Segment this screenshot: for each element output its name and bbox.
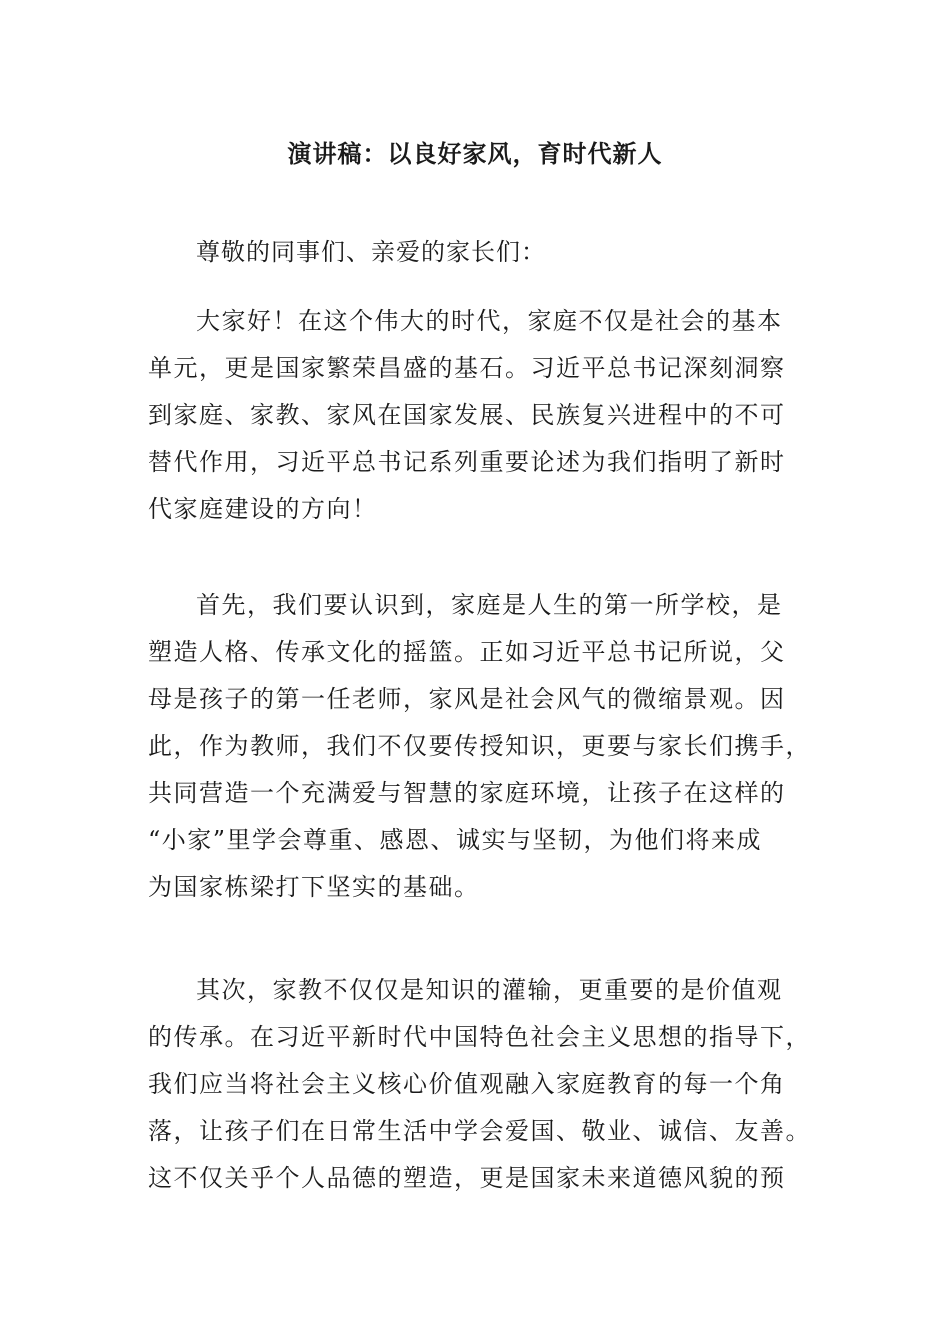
paragraph-line: 我们应当将社会主义核心价值观融入家庭教育的每一个角 — [148, 1070, 786, 1098]
paragraph-3 — [148, 967, 811, 1202]
paragraph-line: 其次，家教不仅仅是知识的灌输，更重要的是价值观 — [196, 976, 783, 1004]
paragraph-line: “小家”里学会尊重、感恩、诚实与坚韧，为他们将来成 — [148, 826, 763, 854]
paragraph-2 — [148, 582, 811, 911]
paragraph-line: 母是孩子的第一任老师，家风是社会风气的微缩景观。因 — [148, 685, 786, 713]
paragraph-line: 共同营造一个充满爱与智慧的家庭环境，让孩子在这样的 — [148, 779, 786, 807]
document-title: 演讲稿：以良好家风，育时代新人 — [287, 139, 663, 168]
paragraph-line: 落，让孩子们在日常生活中学会爱国、敬业、诚信、友善。 — [148, 1117, 811, 1145]
paragraph-line: 替代作用，习近平总书记系列重要论述为我们指明了新时 — [148, 448, 786, 476]
paragraph-line: 为国家栋梁打下坚实的基础。 — [148, 873, 480, 901]
paragraph-line: 代家庭建设的方向！ — [148, 495, 378, 523]
paragraph-line: 到家庭、家教、家风在国家发展、民族复兴进程中的不可 — [148, 401, 786, 429]
paragraph-line: 首先，我们要认识到，家庭是人生的第一所学校，是 — [196, 591, 783, 619]
paragraph-line: 的传承。在习近平新时代中国特色社会主义思想的指导下， — [148, 1023, 811, 1051]
paragraph-line: 这不仅关乎个人品德的塑造，更是国家未来道德风貌的预 — [148, 1164, 786, 1192]
paragraph-line: 塑造人格、传承文化的摇篮。正如习近平总书记所说，父 — [148, 638, 786, 666]
paragraph-line: 单元，更是国家繁荣昌盛的基石。习近平总书记深刻洞察 — [148, 354, 786, 382]
paragraph-line: 此，作为教师，我们不仅要传授知识，更要与家长们携手， — [148, 732, 811, 760]
salutation: 尊敬的同事们、亲爱的家长们： — [196, 238, 546, 266]
paragraph-line: 大家好！在这个伟大的时代，家庭不仅是社会的基本 — [196, 307, 783, 335]
paragraph-1 — [148, 298, 808, 533]
